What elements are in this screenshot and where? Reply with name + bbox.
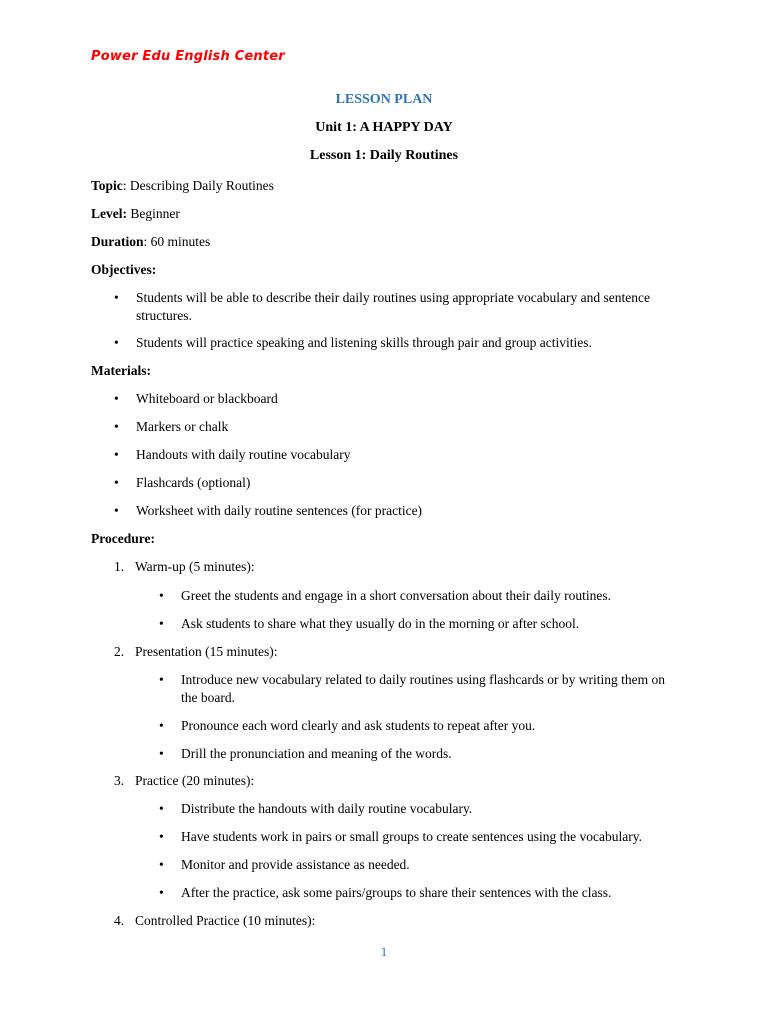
topic-label: Topic (91, 178, 123, 193)
bullet-icon: • (159, 885, 164, 900)
materials-heading: Materials: (91, 363, 151, 378)
bullet-icon: • (159, 718, 164, 733)
bullet-icon: • (114, 503, 119, 518)
bullet-icon: • (159, 801, 164, 816)
bullet-icon: • (114, 391, 119, 406)
procedure-heading: Procedure: (91, 531, 155, 546)
step-number: 4. (114, 913, 125, 928)
bullet-icon: • (114, 419, 119, 434)
step-title: Presentation (15 minutes): (135, 644, 278, 659)
step-number: 2. (114, 644, 125, 659)
bullet-icon: • (114, 335, 119, 350)
step-title: Warm-up (5 minutes): (135, 559, 255, 574)
lesson-title: Lesson 1: Daily Routines (309, 148, 459, 163)
document-page: Power Edu English Center LESSON PLAN Unit 1: A HAPPY DAY Lesson 1: Daily Routines Topic: Describing Daily Routines Level: Beginner Duration: 60 minutes Objectives: • Students will be able to describe their daily routines using appropriate vocabulary and sentence structures. • Students will practice speaking and listening skills through pair and group activities. Materials: • Whiteboard or blackboard • Markers or chalk • Handouts with daily routine vocabulary • Flashcards (optional) • Worksheet with daily routine sentences (for practice) Procedure: 1. Warm-up (5 minutes): • Greet the students and engage in a short conversation about their daily routines. • Ask students to share what they usually do in the morning or after school. 2. Presentation (15 minutes): • Introduce new vocabulary related to daily routines using flashcards or by writing them on the board. • Pronounce each word clearly and ask students to repeat after you. • Drill the pronunciation and meaning of the words. 3. Practice (20 minutes): • Distribute the handouts with daily routine vocabulary. • Have students work in pairs or small groups to create sentences using the vocabulary. • Monitor and provide assistance as needed. • After the practice, ask some pairs/groups to share their sentences with the class. 4. Controlled Practice (10 minutes): 1 (0, 0, 768, 1024)
bullet-icon: • (159, 746, 164, 761)
step-number: 1. (114, 559, 125, 574)
duration-label: Duration (91, 234, 144, 249)
level-line (91, 205, 180, 223)
bullet-icon: • (159, 588, 164, 603)
brand-header: Power Edu English Center (91, 49, 285, 64)
bullet-icon: • (159, 857, 164, 872)
topic-line (91, 177, 274, 195)
bullet-icon: • (114, 447, 119, 462)
bullet-icon: • (114, 290, 119, 305)
bullet-icon: • (159, 829, 164, 844)
level-value: Beginner (127, 206, 180, 221)
page-number: 1 (380, 944, 388, 959)
step-number: 3. (114, 773, 125, 788)
topic-value: : Describing Daily Routines (122, 178, 274, 193)
step-title: Controlled Practice (10 minutes): (135, 913, 316, 928)
level-label: Level: (91, 206, 127, 221)
unit-title: Unit 1: A HAPPY DAY (315, 120, 453, 135)
step-title: Practice (20 minutes): (135, 773, 255, 788)
bullet-icon: • (159, 616, 164, 631)
duration-value: : 60 minutes (143, 234, 211, 249)
bullet-icon: • (114, 475, 119, 490)
duration-line (91, 233, 210, 251)
document-title: LESSON PLAN (335, 92, 433, 107)
bullet-icon: • (159, 672, 164, 687)
objectives-heading: Objectives: (91, 262, 157, 277)
